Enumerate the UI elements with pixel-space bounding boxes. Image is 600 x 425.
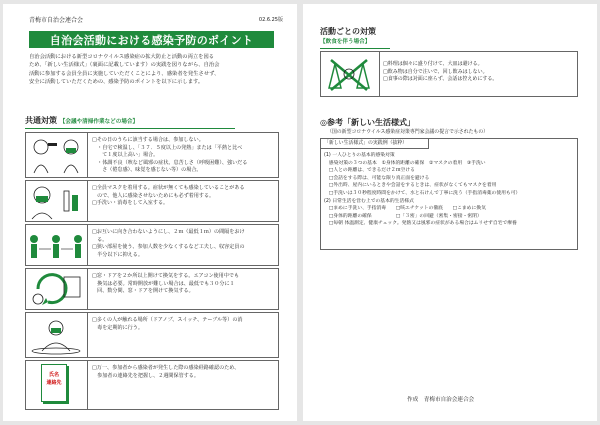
measure-line: □その日のうちに該当する場合は、参加しない。 — [92, 137, 204, 143]
version-date: 02.6.25版 — [258, 17, 283, 23]
guideline-line: □外出時、屋内にいるときや会話をするときは、症状がなくてもマスクを着用 — [324, 183, 497, 189]
measure-line: て１度以上高い」場合。 — [92, 152, 159, 159]
measure-line: □お互いに向き合わないようにし、２ｍ（最低１ｍ）の間隔をおけ — [92, 229, 245, 235]
food-measure-list — [383, 61, 497, 84]
thermometer-illustration — [26, 133, 88, 177]
common-measures-heading — [25, 117, 138, 126]
intro-paragraph — [29, 53, 277, 86]
measure-line: さ（倦怠感）、味覚を感じない等）の場合。 — [92, 167, 202, 174]
guideline-line: (2) 日常生活を営む上での基本的生活様式 — [324, 198, 414, 204]
front-page — [3, 4, 297, 421]
heading-underline — [25, 128, 235, 129]
measure-text — [92, 137, 275, 175]
reference-subtitle: （国の新型コロナウイルス感染症対策専門家会議の提言で示されたもの） — [327, 129, 489, 135]
measure-text — [92, 229, 275, 259]
measure-row-ventilation — [25, 268, 279, 310]
food-measure-item: □料理は個々に盛り付けて、大皿は避ける。 — [383, 61, 483, 67]
measure-line: □手洗い・消毒をして入室する。 — [92, 200, 169, 207]
footer-author: 作成 青梅市自治会連合会 — [407, 397, 475, 403]
food-measure-item: □食事の際は対面に座らず、会話は控えめにする。 — [383, 76, 498, 83]
measure-line: □全員マスクを着用する。症状が無くても感染していることがある — [92, 185, 245, 191]
measure-text — [92, 273, 275, 296]
guideline-line: 感染対策の３つの基本 ①身体的距離の確保 ②マスクの着用 ③手洗い — [324, 160, 486, 166]
measure-line: 参加者の連絡先を把握し、２週間保管する。 — [92, 372, 199, 379]
no-sharing-illustration — [321, 52, 380, 96]
food-section-title: 【飲食を伴う場合】 — [320, 39, 371, 45]
measure-line: 回、数分間、窓・ドアを開けて換気する。 — [92, 288, 194, 295]
guideline-line: □まめに手洗い、手指消毒 □咳エチケットの徹底 □こまめに換気 — [324, 206, 486, 212]
guideline-line: □毎朝 体温測定、健康チェック。発熱又は風邪の症状がある場合はムリせず自宅で療養 — [324, 221, 517, 227]
back-page — [303, 4, 597, 421]
intro-line: 活動に参加する会員全員に実施していただくことにより、感染者を発生させず、 — [29, 70, 220, 77]
measure-line: る。 — [92, 236, 108, 243]
measure-row-health-check — [25, 132, 279, 178]
list-label: 氏名 — [48, 372, 59, 378]
measure-text — [92, 185, 275, 208]
list-label: 連絡先 — [46, 380, 62, 386]
measure-text — [92, 365, 275, 380]
page-title-banner: 自治会活動における感染予防のポイント — [29, 31, 274, 48]
disinfection-illustration — [26, 313, 88, 357]
measure-line: □窓・ドアを２か所以上開けて換気をする。エアコン使用中でも — [92, 273, 240, 279]
measure-line: 換気は必要。常時開放が難しい場合は、最低でも３０分に１ — [92, 280, 235, 287]
guideline-list — [324, 152, 520, 228]
intro-line: 安全に活動していただくための、感染予防のポイントを以下に示します。 — [29, 78, 204, 85]
food-measures-box — [320, 51, 578, 97]
guideline-line: (1) 一人ひとりの基本的感染対策 — [324, 153, 395, 158]
measure-text — [92, 317, 275, 332]
intro-line: ため、「新しい生活様式」（裏面に記載しています）の実践を図りながら、自治会 — [29, 62, 220, 69]
guideline-line: □手洗いは３０秒程度時間をかけて、水と石けんで丁寧に洗う（手指消毒薬の使用も可） — [324, 190, 521, 196]
box-header: 「新しい生活様式」の実践例（抜粋） — [321, 139, 429, 149]
measure-line: 半分以下に抑える。 — [92, 251, 143, 258]
social-distance-illustration — [26, 225, 88, 265]
contact-list-illustration — [26, 361, 88, 409]
mask-handwash-illustration — [26, 181, 88, 221]
measure-row-disinfection — [25, 312, 279, 358]
reference-title: ◎参考「新しい生活様式」 — [320, 118, 415, 127]
intro-line: 自治会活動における新型コロナウイルス感染症の拡大防止と活動の両立を図る — [29, 54, 215, 60]
org-name: 青梅市自治会連合会 — [29, 17, 84, 24]
ventilation-illustration — [26, 269, 88, 309]
measure-line: ・体調不良（咳など風邪の症状、息苦しさ（呼吸困難）、強いだる — [92, 159, 248, 166]
guideline-line: □会話をする際は、可能な限り真正面を避ける — [324, 175, 430, 181]
measure-line: □多くの人が触れる場所（ドアノブ、スイッチ、テーブル等）の消 — [92, 317, 243, 323]
new-lifestyle-box — [320, 138, 578, 250]
measure-line: ので、他人に感染させないためにも必ず着用する。 — [92, 192, 215, 199]
measure-line: ・自宅で検温し、「３７．５度以上の発熱」または「平熱と比べ — [92, 144, 243, 151]
heading-underline — [320, 48, 390, 49]
guideline-line: □身体的距離の確保 □「３密」の回避（密集・密接・密閉） — [324, 213, 482, 219]
measure-line: 毒を定期的に行う。 — [92, 324, 143, 331]
measure-row-contact-list — [25, 360, 279, 410]
guideline-line: □人との距離は、できるだけ２ｍ空ける — [324, 168, 415, 174]
measure-row-distance — [25, 224, 279, 266]
common-measures-subtitle: 【会議や清掃作業などの場合】 — [59, 119, 139, 125]
food-measure-item: □飲み物は自分で注いで、回し飲みはしない。 — [383, 68, 488, 75]
activity-measures-title: 活動ごとの対策 — [320, 27, 376, 36]
measure-row-mask — [25, 180, 279, 222]
measure-line: □狭い部屋を使う、参加人数を少なくするなど工夫し、収容定員の — [92, 244, 245, 251]
measure-line: □万一、参加者から感染者が発生した際の感染経路確認のため、 — [92, 365, 240, 371]
common-measures-title: 共通対策 — [25, 116, 57, 125]
